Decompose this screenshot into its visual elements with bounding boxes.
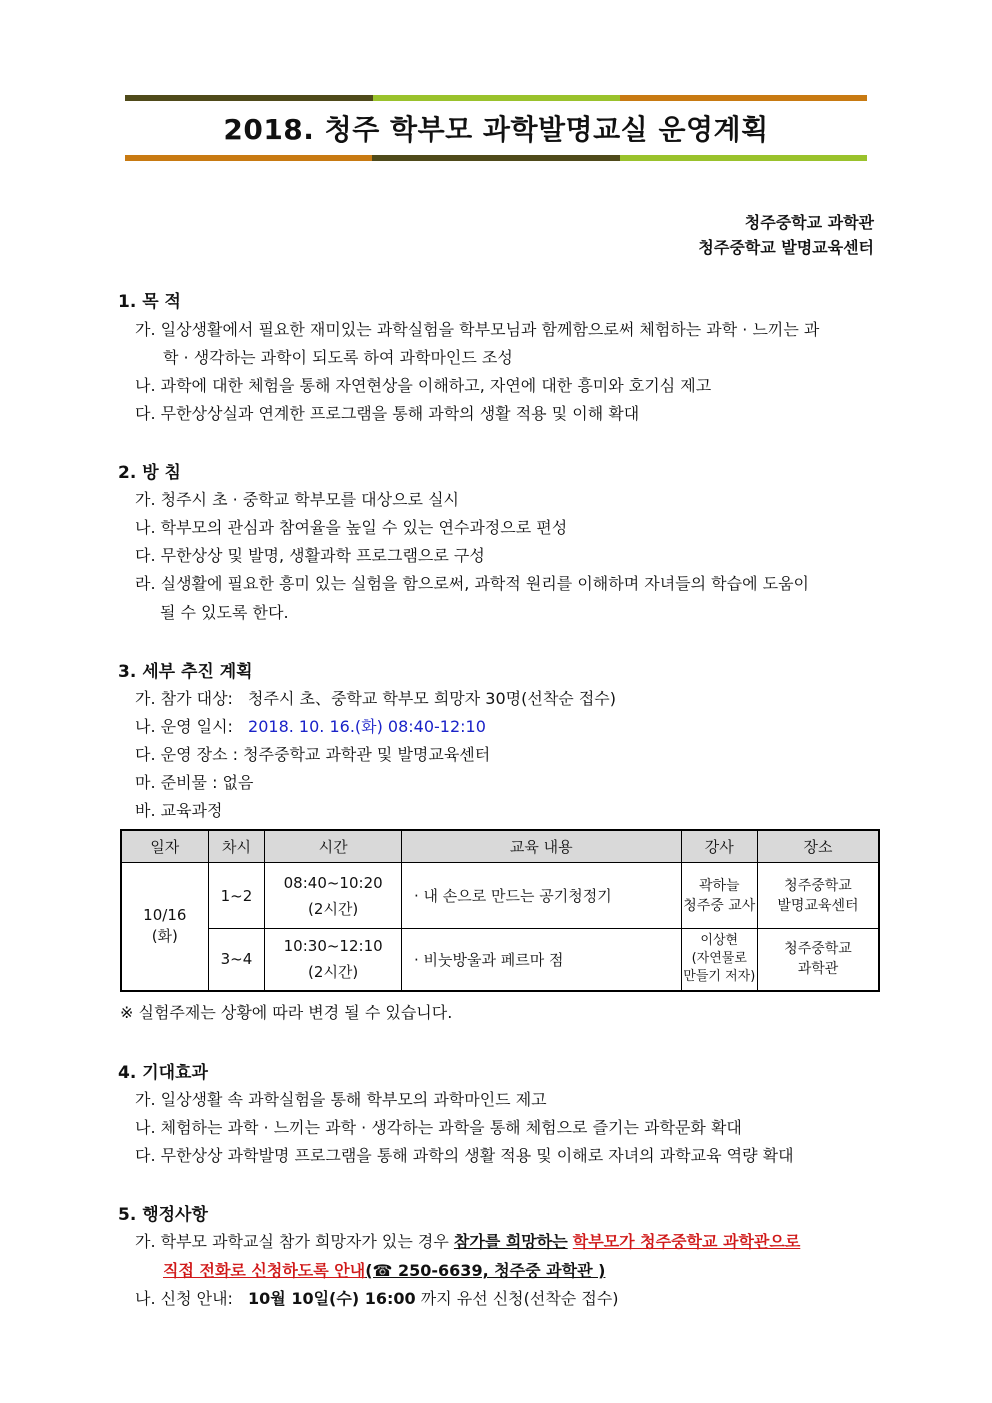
admin-item-notice-deadline: 10월 10일(수) 16:00 — [248, 1289, 416, 1308]
admin-item-apply-cont — [163, 1258, 605, 1281]
table-note: ※ 실험주제는 상황에 따라 변경 될 수 있습니다. — [120, 1003, 453, 1022]
header-date: 일자 — [121, 830, 208, 863]
section-plan-heading: 3. 세부 추진 계획 — [118, 662, 253, 682]
instructor-role: 청주중 교사 — [683, 897, 756, 914]
cell-instructor — [681, 929, 757, 991]
time-range: 08:40~10:20 — [283, 873, 383, 892]
table-header-row — [121, 830, 879, 863]
policy-item: 나. 학부모의 관심과 참여율을 높일 수 있는 연수과정으로 편성 — [135, 518, 568, 537]
cell-session: 1~2 — [208, 863, 265, 929]
instructor-name: 곽하늘 — [698, 877, 740, 894]
plan-curriculum: 바. 교육과정 — [135, 801, 223, 820]
cell-place — [757, 863, 879, 929]
cell-session: 3~4 — [208, 929, 265, 991]
purpose-item: 가. 일상생활에서 필요한 재미있는 과학실험을 학부모님과 함께함으로써 체험하는 과학 · 느끼는 과 — [135, 320, 820, 339]
section-purpose-heading: 1. 목 적 — [118, 292, 181, 312]
cell-place — [757, 929, 879, 991]
place-room: 과학관 — [797, 961, 839, 978]
instructor-name: 이상현 — [700, 933, 739, 949]
cell-content: · 비눗방울과 페르마 점 — [401, 929, 681, 991]
plan-target — [135, 686, 616, 709]
section-effects-heading: 4. 기대효과 — [118, 1063, 208, 1083]
instructor-role: 만들기 저자) — [683, 969, 756, 985]
admin-item-apply — [135, 1229, 800, 1252]
title-top-bar — [125, 95, 867, 101]
policy-item: 라. 실생활에 필요한 흥미 있는 실험을 함으로써, 과학적 원리를 이해하며 자녀들의 학습에 도움이 — [135, 574, 809, 593]
place-school: 청주중학교 — [784, 941, 852, 958]
policy-item: 될 수 있도록 한다. — [160, 603, 289, 622]
effects-item: 가. 일상생활 속 과학실험을 통해 학부모의 과학마인드 제고 — [135, 1090, 547, 1109]
title-bottom-bar — [125, 155, 867, 161]
policy-item: 다. 무한상상 및 발명, 생활과학 프로그램으로 구성 — [135, 546, 485, 565]
purpose-item: 나. 과학에 대한 체험을 통해 자연현상을 이해하고, 자연에 대한 흥미와 호기심 제고 — [135, 376, 712, 395]
admin-item-apply-bold: 참가를 희망하는 — [453, 1232, 568, 1251]
section-policy-heading: 2. 방 침 — [118, 463, 181, 483]
time-range: 10:30~12:10 — [283, 937, 383, 956]
plan-place: 다. 운영 장소 : 청주중학교 과학관 및 발명교육센터 — [135, 745, 491, 764]
cell-content: · 내 손으로 만드는 공기청정기 — [401, 863, 681, 929]
bottom-bar-lime — [620, 155, 867, 161]
admin-item-apply-red: 학부모가 청주중학교 과학관으로 — [572, 1232, 801, 1251]
admin-item-apply-phone: (☎ 250-6639, 청주중 과학관 ) — [365, 1261, 606, 1280]
curriculum-table — [120, 829, 880, 992]
org-science-hall: 청주중학교 과학관 — [744, 213, 874, 232]
plan-date-label: 나. 운영 일시: — [135, 717, 233, 736]
plan-date — [135, 714, 486, 737]
admin-item-notice — [135, 1286, 619, 1309]
cell-time — [265, 929, 402, 991]
table-row — [121, 929, 879, 991]
bottom-bar-orange — [125, 155, 372, 161]
instructor-role: (자연물로 — [691, 951, 747, 967]
plan-target-value: 청주시 초、중학교 학부모 희망자 30명(선착순 접수) — [248, 689, 616, 708]
plan-date-value: 2018. 10. 16.(화) 08:40-12:10 — [248, 717, 486, 736]
admin-item-notice-rest: 까지 유선 신청(선착순 접수) — [420, 1289, 619, 1308]
time-duration: (2시간) — [308, 963, 359, 982]
header-session: 차시 — [208, 830, 265, 863]
header-time: 시간 — [265, 830, 402, 863]
place-school: 청주중학교 — [784, 877, 852, 894]
cell-date — [121, 863, 208, 991]
plan-supplies: 마. 준비물 : 없음 — [135, 773, 254, 792]
header-place: 장소 — [757, 830, 879, 863]
bottom-bar-olive — [372, 155, 620, 161]
top-bar-lime — [373, 95, 620, 101]
page-title: 2018. 청주 학부모 과학발명교실 운영계획 — [223, 113, 769, 146]
header-instructor: 강사 — [681, 830, 757, 863]
section-admin-heading: 5. 행정사항 — [118, 1205, 208, 1225]
cell-time — [265, 863, 402, 929]
purpose-item: 학 · 생각하는 과학이 되도록 하여 과학마인드 조성 — [163, 348, 513, 367]
policy-item: 가. 청주시 초 · 중학교 학부모를 대상으로 실시 — [135, 490, 459, 509]
place-room: 발명교육센터 — [777, 897, 859, 914]
top-bar-olive — [125, 95, 373, 101]
cell-instructor — [681, 863, 757, 929]
plan-target-label: 가. 참가 대상: — [135, 689, 233, 708]
org-invention-center: 청주중학교 발명교육센터 — [698, 238, 874, 257]
effects-item: 나. 체험하는 과학 · 느끼는 과학 · 생각하는 과학을 통해 체험으로 즐기는 과학문화 확대 — [135, 1118, 742, 1137]
header-content: 교육 내용 — [401, 830, 681, 863]
effects-item: 다. 무한상상 과학발명 프로그램을 통해 과학의 생활 적용 및 이해로 자녀의 과학교육 역량 확대 — [135, 1146, 794, 1165]
admin-item-apply-red2: 직접 전화로 신청하도록 안내 — [163, 1261, 366, 1280]
purpose-item: 다. 무한상상실과 연계한 프로그램을 통해 과학의 생활 적용 및 이해 확대 — [135, 404, 640, 423]
date-weekday: (화) — [151, 927, 178, 946]
date-day: 10/16 — [143, 906, 187, 925]
admin-item-apply-prefix: 가. 학부모 과학교실 참가 희망자가 있는 경우 — [135, 1232, 449, 1251]
admin-item-notice-label: 나. 신청 안내: — [135, 1289, 233, 1308]
time-duration: (2시간) — [308, 899, 359, 918]
top-bar-orange — [620, 95, 867, 101]
table-row — [121, 863, 879, 929]
